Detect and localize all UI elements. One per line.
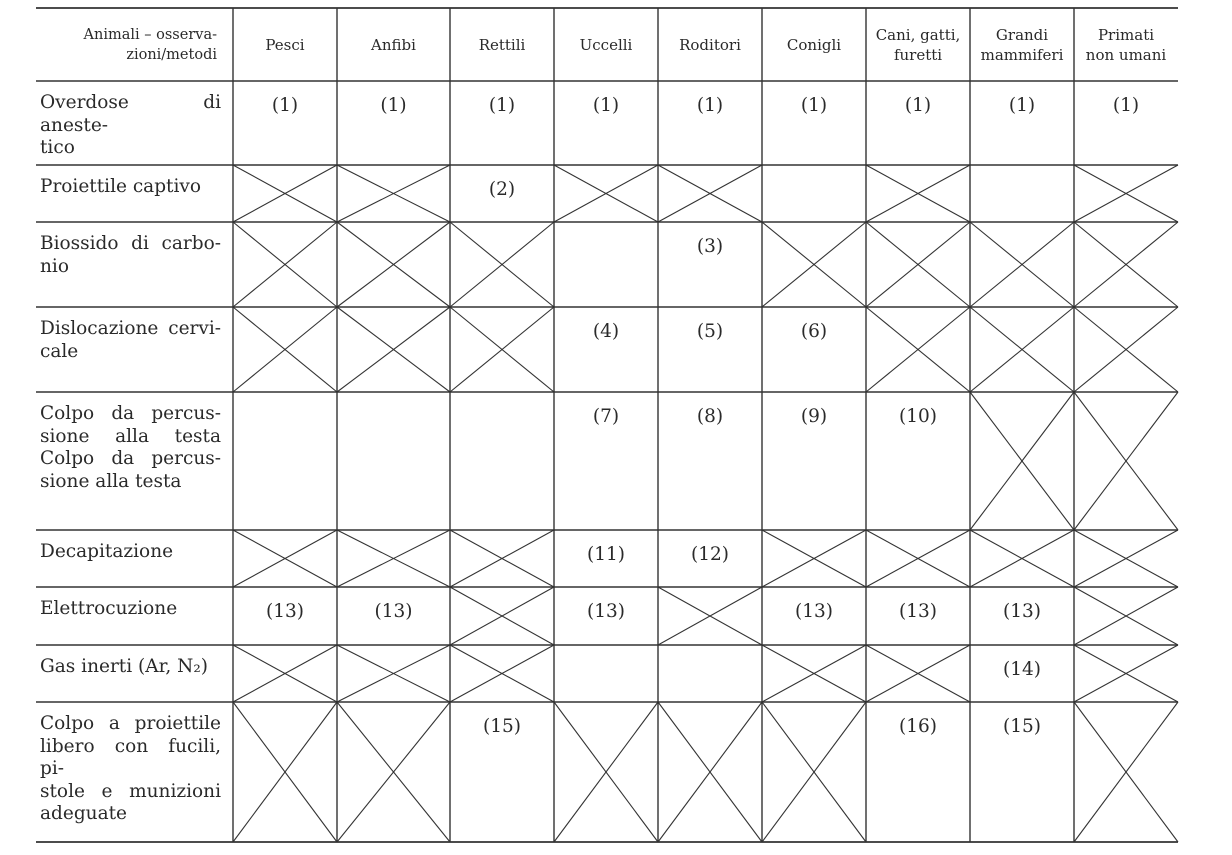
header-line: Roditori <box>679 35 741 54</box>
header-column-text <box>787 35 841 55</box>
header-line: Grandi <box>995 25 1049 44</box>
row-label-line: Elettrocuzione <box>40 598 178 619</box>
note-reference: (8) <box>696 406 724 427</box>
header-column <box>762 8 866 81</box>
note-reference: (14) <box>1003 659 1041 680</box>
note-reference: (4) <box>592 321 620 342</box>
row-label <box>38 702 233 842</box>
header-line: Conigli <box>786 35 842 54</box>
note-reference: (1) <box>1112 95 1140 116</box>
note-reference: (5) <box>696 321 724 342</box>
note-reference: (1) <box>1008 95 1036 116</box>
note-reference: (3) <box>696 236 724 257</box>
row-label-line: Biossido di carbo- <box>40 233 221 254</box>
note-reference: (13) <box>587 601 625 622</box>
row-label-line: Colpo a proiettile <box>40 713 221 734</box>
note-reference: (1) <box>488 95 516 116</box>
row-label-line: sione alla testa <box>40 470 182 492</box>
row-label-line: libero con fucili, pi- <box>40 735 221 779</box>
note-reference: (15) <box>483 716 521 737</box>
note-reference: (1) <box>380 95 407 116</box>
header-column-text <box>1086 25 1166 65</box>
row-label-line: Proiettile captivo <box>40 176 201 197</box>
row-label-line: Overdose di aneste- <box>40 92 221 136</box>
header-line: Rettili <box>478 35 526 54</box>
header-line: mammiferi <box>980 45 1064 64</box>
row-label-line: cale <box>40 340 79 362</box>
header-column <box>658 8 762 81</box>
header-animals-methods <box>36 8 233 81</box>
header-line: zioni/metodi <box>126 46 217 63</box>
note-reference: (1) <box>904 95 932 116</box>
row-label <box>38 392 233 530</box>
note-reference: (12) <box>691 544 729 565</box>
header-column-text <box>265 35 304 55</box>
note-reference: (13) <box>899 601 937 622</box>
row-label-line: stole e munizioni <box>40 780 221 802</box>
row-label-line: nio <box>40 255 69 277</box>
note-reference: (10) <box>899 406 937 427</box>
header-line: furetti <box>893 45 943 64</box>
header-column <box>450 8 554 81</box>
header-line: non umani <box>1085 45 1167 64</box>
note-reference: (2) <box>488 179 516 200</box>
header-line: Primati <box>1097 25 1155 44</box>
note-reference: (13) <box>266 601 304 622</box>
row-label <box>38 81 233 165</box>
header-line: Anfibi <box>371 35 416 54</box>
header-column <box>233 8 337 81</box>
row-label-line: tico <box>40 137 75 158</box>
header-column-text <box>876 25 961 65</box>
header-column <box>866 8 970 81</box>
row-label-line: Colpo da percus- <box>40 403 221 424</box>
header-line: Animali – osserva- <box>83 26 217 43</box>
row-label-line: Gas inerti (Ar, N₂) <box>40 656 209 677</box>
row-label <box>38 165 233 222</box>
header-column <box>970 8 1074 81</box>
row-label <box>38 587 233 645</box>
header-column-text <box>371 35 416 55</box>
header-column-text <box>479 35 526 55</box>
note-reference: (1) <box>696 95 724 116</box>
row-label-line: Colpo da percus- <box>40 448 221 469</box>
header-line: Cani, gatti, <box>875 25 961 44</box>
note-reference: (9) <box>800 406 828 427</box>
header-line: Uccelli <box>579 35 633 54</box>
row-label <box>38 645 233 702</box>
row-label-line: adeguate <box>40 803 127 824</box>
note-reference: (11) <box>587 544 625 565</box>
note-reference: (13) <box>374 601 413 622</box>
row-label <box>38 222 233 307</box>
note-reference: (1) <box>592 95 620 116</box>
note-reference: (13) <box>1003 601 1041 622</box>
note-reference: (1) <box>800 95 828 116</box>
row-label-line: sione alla testa <box>40 425 221 447</box>
note-reference: (13) <box>795 601 833 622</box>
header-animals-methods-text <box>84 25 217 65</box>
header-line: Pesci <box>265 35 305 54</box>
header-column-text <box>981 25 1064 65</box>
note-reference: (15) <box>1003 716 1041 737</box>
header-column <box>1074 8 1178 81</box>
header-column <box>554 8 658 81</box>
row-label-line: Dislocazione cervi- <box>40 318 221 339</box>
note-reference: (16) <box>899 716 937 737</box>
row-label <box>38 307 233 392</box>
row-label <box>38 530 233 587</box>
row-label-line: Decapitazione <box>40 541 174 562</box>
header-column-text <box>580 35 633 55</box>
header-column-text <box>679 35 741 55</box>
note-reference: (6) <box>800 321 828 342</box>
note-reference: (7) <box>592 406 620 427</box>
header-column <box>337 8 450 81</box>
note-reference: (1) <box>271 95 299 116</box>
